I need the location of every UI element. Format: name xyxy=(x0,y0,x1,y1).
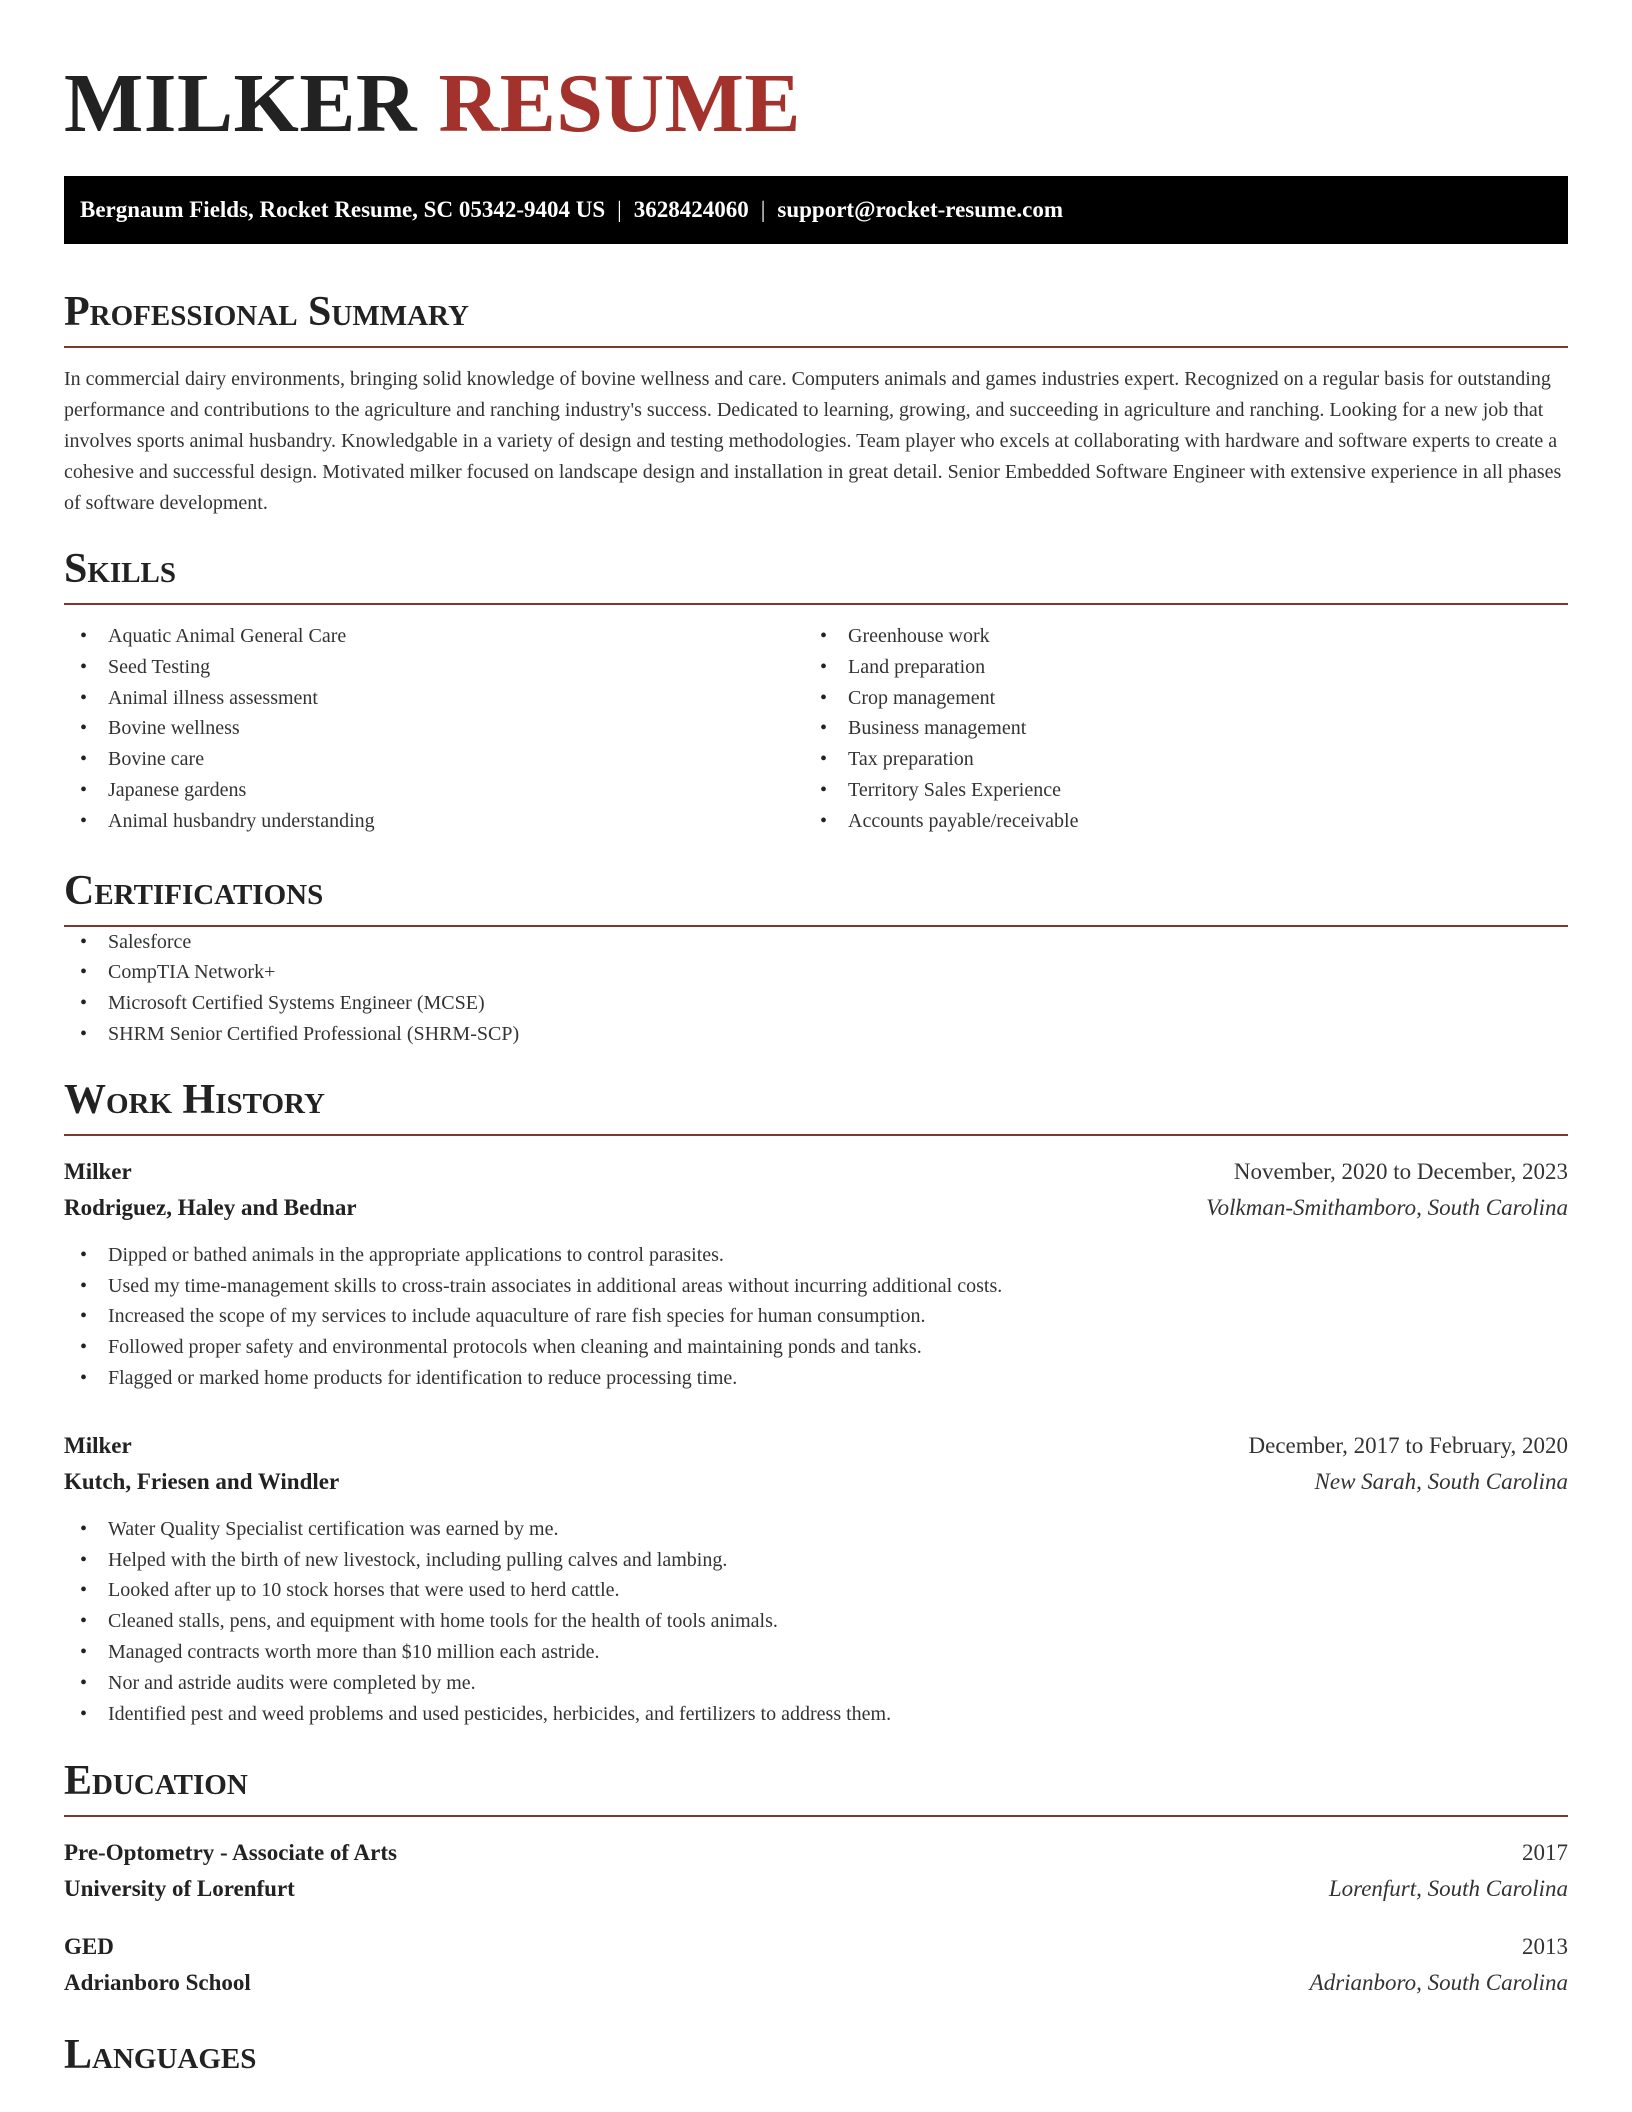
skill-item: • Greenhouse work xyxy=(804,621,1544,652)
languages-heading: Languages xyxy=(64,2032,257,2079)
job-header-row xyxy=(64,1428,1568,1464)
job-company: Kutch, Friesen and Windler xyxy=(64,1468,340,1494)
job-bullets xyxy=(64,1240,1568,1394)
job-role: Milker xyxy=(64,1158,132,1184)
work-history-heading: Work History xyxy=(64,1074,1568,1136)
skill-item: • Land preparation xyxy=(804,652,1544,683)
certification-item: • CompTIA Network+ xyxy=(64,957,1568,988)
job-company-row xyxy=(64,1190,1568,1226)
job-dates: December, 2017 to February, 2020 xyxy=(1248,1432,1568,1458)
name-second: RESUME xyxy=(438,57,801,150)
skill-item: • Animal illness assessment xyxy=(64,683,804,714)
resume-name xyxy=(64,0,1568,176)
education-heading: Education xyxy=(64,1755,1568,1817)
certifications-list xyxy=(64,927,1568,1050)
skill-item: • Tax preparation xyxy=(804,744,1544,775)
certification-item: • Salesforce xyxy=(64,927,1568,958)
skills-list-right xyxy=(804,621,1544,837)
skills-grid xyxy=(64,621,1568,837)
education-entry xyxy=(64,1835,1568,1907)
job-dates: November, 2020 to December, 2023 xyxy=(1233,1158,1568,1184)
job-location: Volkman-Smithamboro, South Carolina xyxy=(1206,1194,1568,1220)
contact-address: Bergnaum Fields, Rocket Resume, SC 05342-9404 US xyxy=(80,197,606,222)
contact-separator: | xyxy=(760,197,766,222)
job-bullet: • Managed contracts worth more than $10 million each astride. xyxy=(64,1637,1568,1668)
skill-item: • Accounts payable/receivable xyxy=(804,806,1544,837)
skill-item: • Crop management xyxy=(804,683,1544,714)
job-bullet: • Water Quality Specialist certification was earned by me. xyxy=(64,1514,1568,1545)
contact-email: support@rocket-resume.com xyxy=(777,197,1064,222)
education-school: University of Lorenfurt xyxy=(64,1876,295,1902)
education-entry xyxy=(64,1929,1568,2001)
job-bullets xyxy=(64,1514,1568,1730)
education-location: Lorenfurt, South Carolina xyxy=(1328,1876,1568,1902)
education-degree: GED xyxy=(64,1934,114,1960)
education-header-row xyxy=(64,1835,1568,1871)
skill-item: • Business management xyxy=(804,713,1544,744)
education-year: 2017 xyxy=(1522,1840,1568,1866)
education-school-row xyxy=(64,1871,1568,1907)
skill-item: • Japanese gardens xyxy=(64,775,804,806)
job-bullet: • Identified pest and weed problems and used pesticides, herbicides, and fertilizers to address them. xyxy=(64,1699,1568,1730)
job-entry xyxy=(64,1154,1568,1394)
job-location: New Sarah, South Carolina xyxy=(1314,1468,1568,1494)
job-bullet: • Cleaned stalls, pens, and equipment with home tools for the health of tools animals. xyxy=(64,1606,1568,1637)
contact-separator: | xyxy=(617,197,622,222)
skills-column-right xyxy=(804,621,1544,837)
education-school-row xyxy=(64,1965,1568,2001)
summary-text: In commercial dairy environments, bringing solid knowledge of bovine wellness and care. Computers animals and games industries expert. Recognized on a regular basis for outstanding performance and contributions to the agriculture and ranching industry's success. Dedicated to learning, growing, and succeeding in agriculture and ranching. Looking for a new job that involves sports animal husbandry. Knowledgable in a variety of design and testing methodologies. Team player who excels at collaborating with hardware and software experts to create a cohesive and successful design. Motivated milker focused on landscape design and installation in great detail. Senior Embedded Software Engineer with extensive experience in all phases of software development. xyxy=(64,368,1562,514)
summary-heading: Professional Summary xyxy=(64,286,1568,348)
skill-item: • Aquatic Animal General Care xyxy=(64,621,804,652)
certification-item: • Microsoft Certified Systems Engineer (MCSE) xyxy=(64,988,1568,1019)
skill-item: • Bovine wellness xyxy=(64,713,804,744)
job-bullet: • Looked after up to 10 stock horses that were used to herd cattle. xyxy=(64,1575,1568,1606)
certification-item: • SHRM Senior Certified Professional (SHRM-SCP) xyxy=(64,1019,1568,1050)
education-degree: Pre-Optometry - Associate of Arts xyxy=(64,1840,397,1866)
job-bullet: • Dipped or bathed animals in the appropriate applications to control parasites. xyxy=(64,1240,1568,1271)
job-bullet: • Nor and astride audits were completed by me. xyxy=(64,1668,1568,1699)
job-bullet: • Helped with the birth of new livestock, including pulling calves and lambing. xyxy=(64,1545,1568,1576)
skill-item: • Animal husbandry understanding xyxy=(64,806,804,837)
job-role: Milker xyxy=(64,1432,132,1458)
skill-item: • Seed Testing xyxy=(64,652,804,683)
job-entry xyxy=(64,1428,1568,1730)
job-header-row xyxy=(64,1154,1568,1190)
certifications-heading: Certifications xyxy=(64,865,1568,927)
job-company: Rodriguez, Haley and Bednar xyxy=(64,1194,357,1220)
education-header-row xyxy=(64,1929,1568,1965)
job-bullet: • Used my time-management skills to cross-train associates in additional areas without incurring additional costs. xyxy=(64,1271,1568,1302)
job-bullet: • Flagged or marked home products for identification to reduce processing time. xyxy=(64,1363,1568,1394)
education-school: Adrianboro School xyxy=(64,1970,251,1996)
job-company-row xyxy=(64,1464,1568,1500)
contact-phone: 3628424060 xyxy=(633,197,749,222)
skills-heading: Skills xyxy=(64,543,1568,605)
job-bullet: • Followed proper safety and environmental protocols when cleaning and maintaining ponds and tanks. xyxy=(64,1332,1568,1363)
contact-bar xyxy=(64,176,1568,244)
education-location: Adrianboro, South Carolina xyxy=(1309,1970,1568,1996)
skill-item: • Bovine care xyxy=(64,744,804,775)
skills-column-left xyxy=(64,621,804,837)
resume-page xyxy=(64,0,1568,2089)
name-first: MILKER xyxy=(64,57,418,150)
education-year: 2013 xyxy=(1522,1934,1568,1960)
job-bullet: • Increased the scope of my services to include aquaculture of rare fish species for human consumption. xyxy=(64,1301,1568,1332)
skills-list-left xyxy=(64,621,804,837)
skill-item: • Territory Sales Experience xyxy=(804,775,1544,806)
